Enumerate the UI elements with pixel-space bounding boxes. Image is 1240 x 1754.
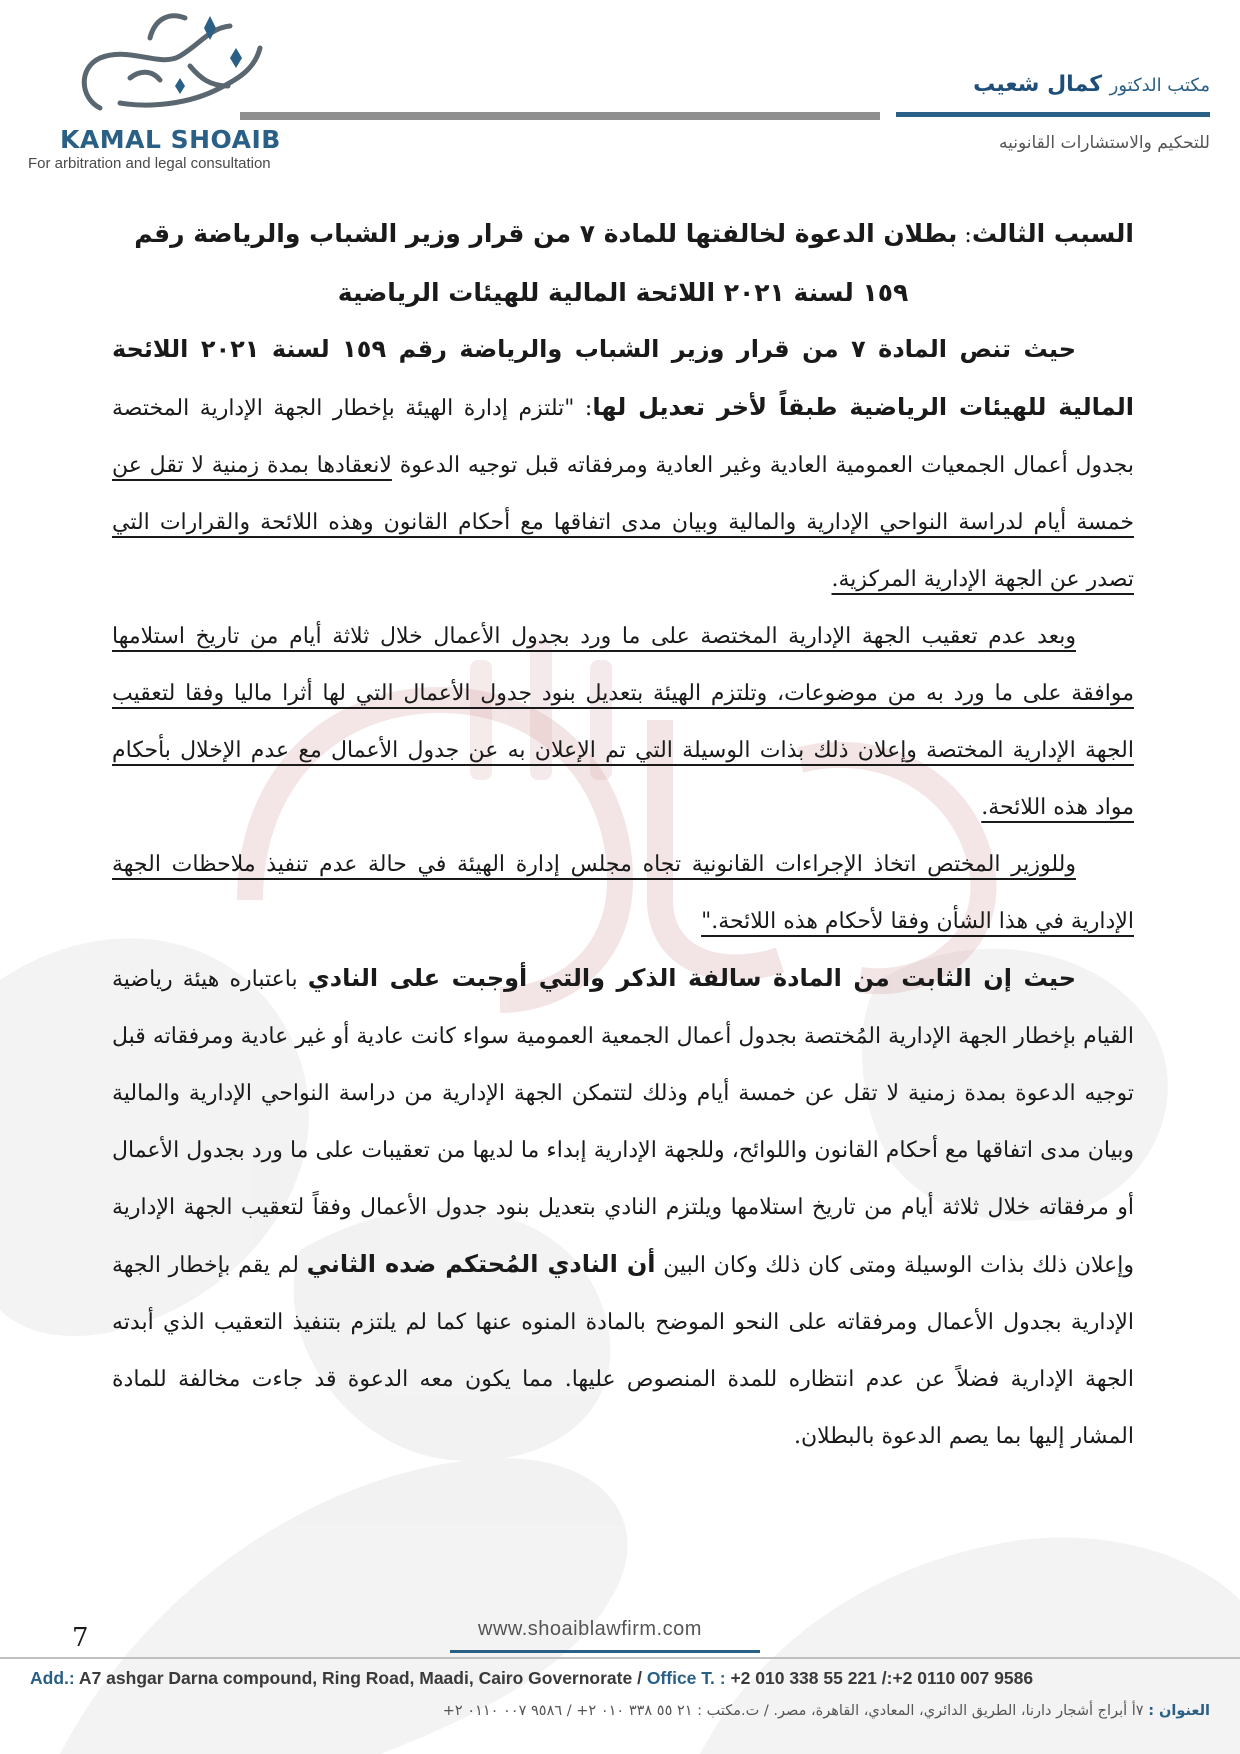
address-ar-label: العنوان : bbox=[1148, 1703, 1210, 1719]
section-title bbox=[112, 205, 1134, 264]
conclusion-text-b: لم يقم بإخطار الجهة الإدارية بجدول الأعمال ومرفقاته على النحو الموضح بالمادة المنوه عنها كما لم يلتزم بتنفيذ التعقيب الذي أبدته الجهة الإدارية فضلاً عن عدم انتظاره للمدة المنصوص عليها. مما يكون معه الدعوة قد جاءت مخالفة للمادة المشار إليها بما يصم الدعوة بالبطلان. bbox=[112, 1253, 1134, 1449]
conclusion-respondent: أن النادي المُحتكم ضده الثاني bbox=[306, 1250, 656, 1278]
section-title-line2: ١٥٩ لسنة ٢٠٢١ اللائحة المالية للهيئات الرياضية bbox=[337, 278, 909, 307]
conclusion-lead: حيث إن الثابت من المادة سالفة الذكر والتي أوجبت على النادي bbox=[307, 964, 1076, 992]
section-title-text: بطلان الدعوة لخالفتها للمادة ٧ من قرار وزير الشباب والرياضة رقم bbox=[134, 219, 958, 248]
footer-rule bbox=[0, 1657, 1240, 1659]
page-number: 7 bbox=[72, 1623, 89, 1653]
section-colon: : bbox=[957, 223, 972, 248]
header-rule-gray bbox=[240, 112, 880, 120]
logo-subtitle: For arbitration and legal consultation bbox=[28, 155, 271, 172]
paragraph-minister: وللوزير المختص اتخاذ الإجراءات القانونية تجاه مجلس إدارة الهيئة في حالة عدم تنفيذ ملاحظات الجهة الإدارية في هذا الشأن وفقا لأحكام هذه اللائحة." bbox=[112, 852, 1134, 934]
address-text: A7 ashgar Darna compound, Ring Road, Maadi, Cairo Governorate / bbox=[74, 1668, 647, 1688]
article-intro: حيث تنص المادة ٧ من قرار وزير الشباب والرياضة رقم ١٥٩ لسنة ٢٠٢١ اللائحة المالية للهيئات الرياضية طبقاً لأخر تعديل لها bbox=[112, 335, 1134, 421]
article-quote-underlined: لانعقادها بمدة زمنية لا تقل عن خمسة أيام لدراسة النواحي الإدارية والمالية وبيان مدى اتفاقها مع أحكام القانون وهذه اللائحة والقرارات التي تصدر عن الجهة الإدارية المركزية. bbox=[112, 453, 1134, 592]
address-ar-text: ٧أ أبراج أشجار دارنا، الطريق الدائري، المعادي، القاهرة، مصر. / ت.مكتب : ٢١ ٥٥ ٣٣٨ ٠١٠ ٢+ / ٩٥٨٦ ٠٠٧ ٠١١٠ ٢+ bbox=[442, 1703, 1149, 1719]
office-name bbox=[973, 72, 1210, 97]
footer-website: www.shoaiblawfirm.com bbox=[478, 1618, 702, 1640]
office-prefix: مكتب الدكتور bbox=[1109, 75, 1210, 96]
document-body bbox=[112, 205, 1134, 1465]
office-phones: +2 010 338 55 221 /:+2 0110 007 9586 bbox=[725, 1668, 1034, 1688]
paragraph-conclusion bbox=[112, 950, 1134, 1465]
office-phone-label: Office T. : bbox=[646, 1668, 726, 1688]
conclusion-text-a: باعتباره هيئة رياضية القيام بإخطار الجهة الإدارية المُختصة بجدول أعمال الجمعية العمومية سواء كانت عادية أو غير عادية ومرفقاته قبل توجيه الدعوة بمدة زمنية لا تقل عن خمسة أيام وذلك لتتمكن الجهة الإدارية من دراسة النواحي الإدارية والمالية وبيان مدى اتفاقها مع أحكام القانون واللوائح، وللجهة الإدارية إبداء ما لديها من تعقيبات على ما ورد بجدول الأعمال أو مرفقاته خلال ثلاثة أيام من تاريخ استلامها ويلتزم النادي بتعديل بنود جدول الأعمال وفقاً لتعقيب الجهة الإدارية وإعلان ذلك بذات الوسيلة ومتى كان ذلك وكان البين bbox=[112, 967, 1134, 1278]
office-subtitle: للتحكيم والاستشارات القانونيه bbox=[998, 133, 1210, 153]
footer-address-ar bbox=[20, 1703, 1210, 1719]
paragraph-article-text bbox=[112, 321, 1134, 608]
section-label: السبب الثالث bbox=[971, 219, 1134, 248]
header-rule-blue bbox=[896, 112, 1210, 117]
address-label: Add.: bbox=[30, 1668, 75, 1688]
paragraph-review: وبعد عدم تعقيب الجهة الإدارية المختصة على ما ورد بجدول الأعمال خلال ثلاثة أيام من تاريخ استلامها موافقة على ما ورد به من موضوعات، وتلتزم الهيئة بتعديل بنود جدول الأعمال التي لها أثرا ماليا وفقا لتعقيب الجهة الإدارية المختصة وإعلان ذلك بذات الوسيلة التي تم الإعلان به عن جدول الأعمال مع عدم الإخلال بأحكام مواد هذه اللائحة. bbox=[112, 624, 1134, 820]
footer-address-en bbox=[30, 1668, 1220, 1689]
calligraphy-logo bbox=[60, 8, 280, 128]
footer-website-rule bbox=[450, 1650, 760, 1653]
office-doctor-name: كمال شعيب bbox=[973, 72, 1102, 97]
article-quote-start: : "تلتزم إدارة الهيئة بإخطار الجهة الإدارية المختصة بجدول أعمال الجمعيات العمومية العادية وغير العادية ومرفقاته قبل توجيه الدعوة bbox=[112, 396, 1134, 478]
logo-wordmark: KAMAL SHOAIB bbox=[60, 125, 281, 154]
